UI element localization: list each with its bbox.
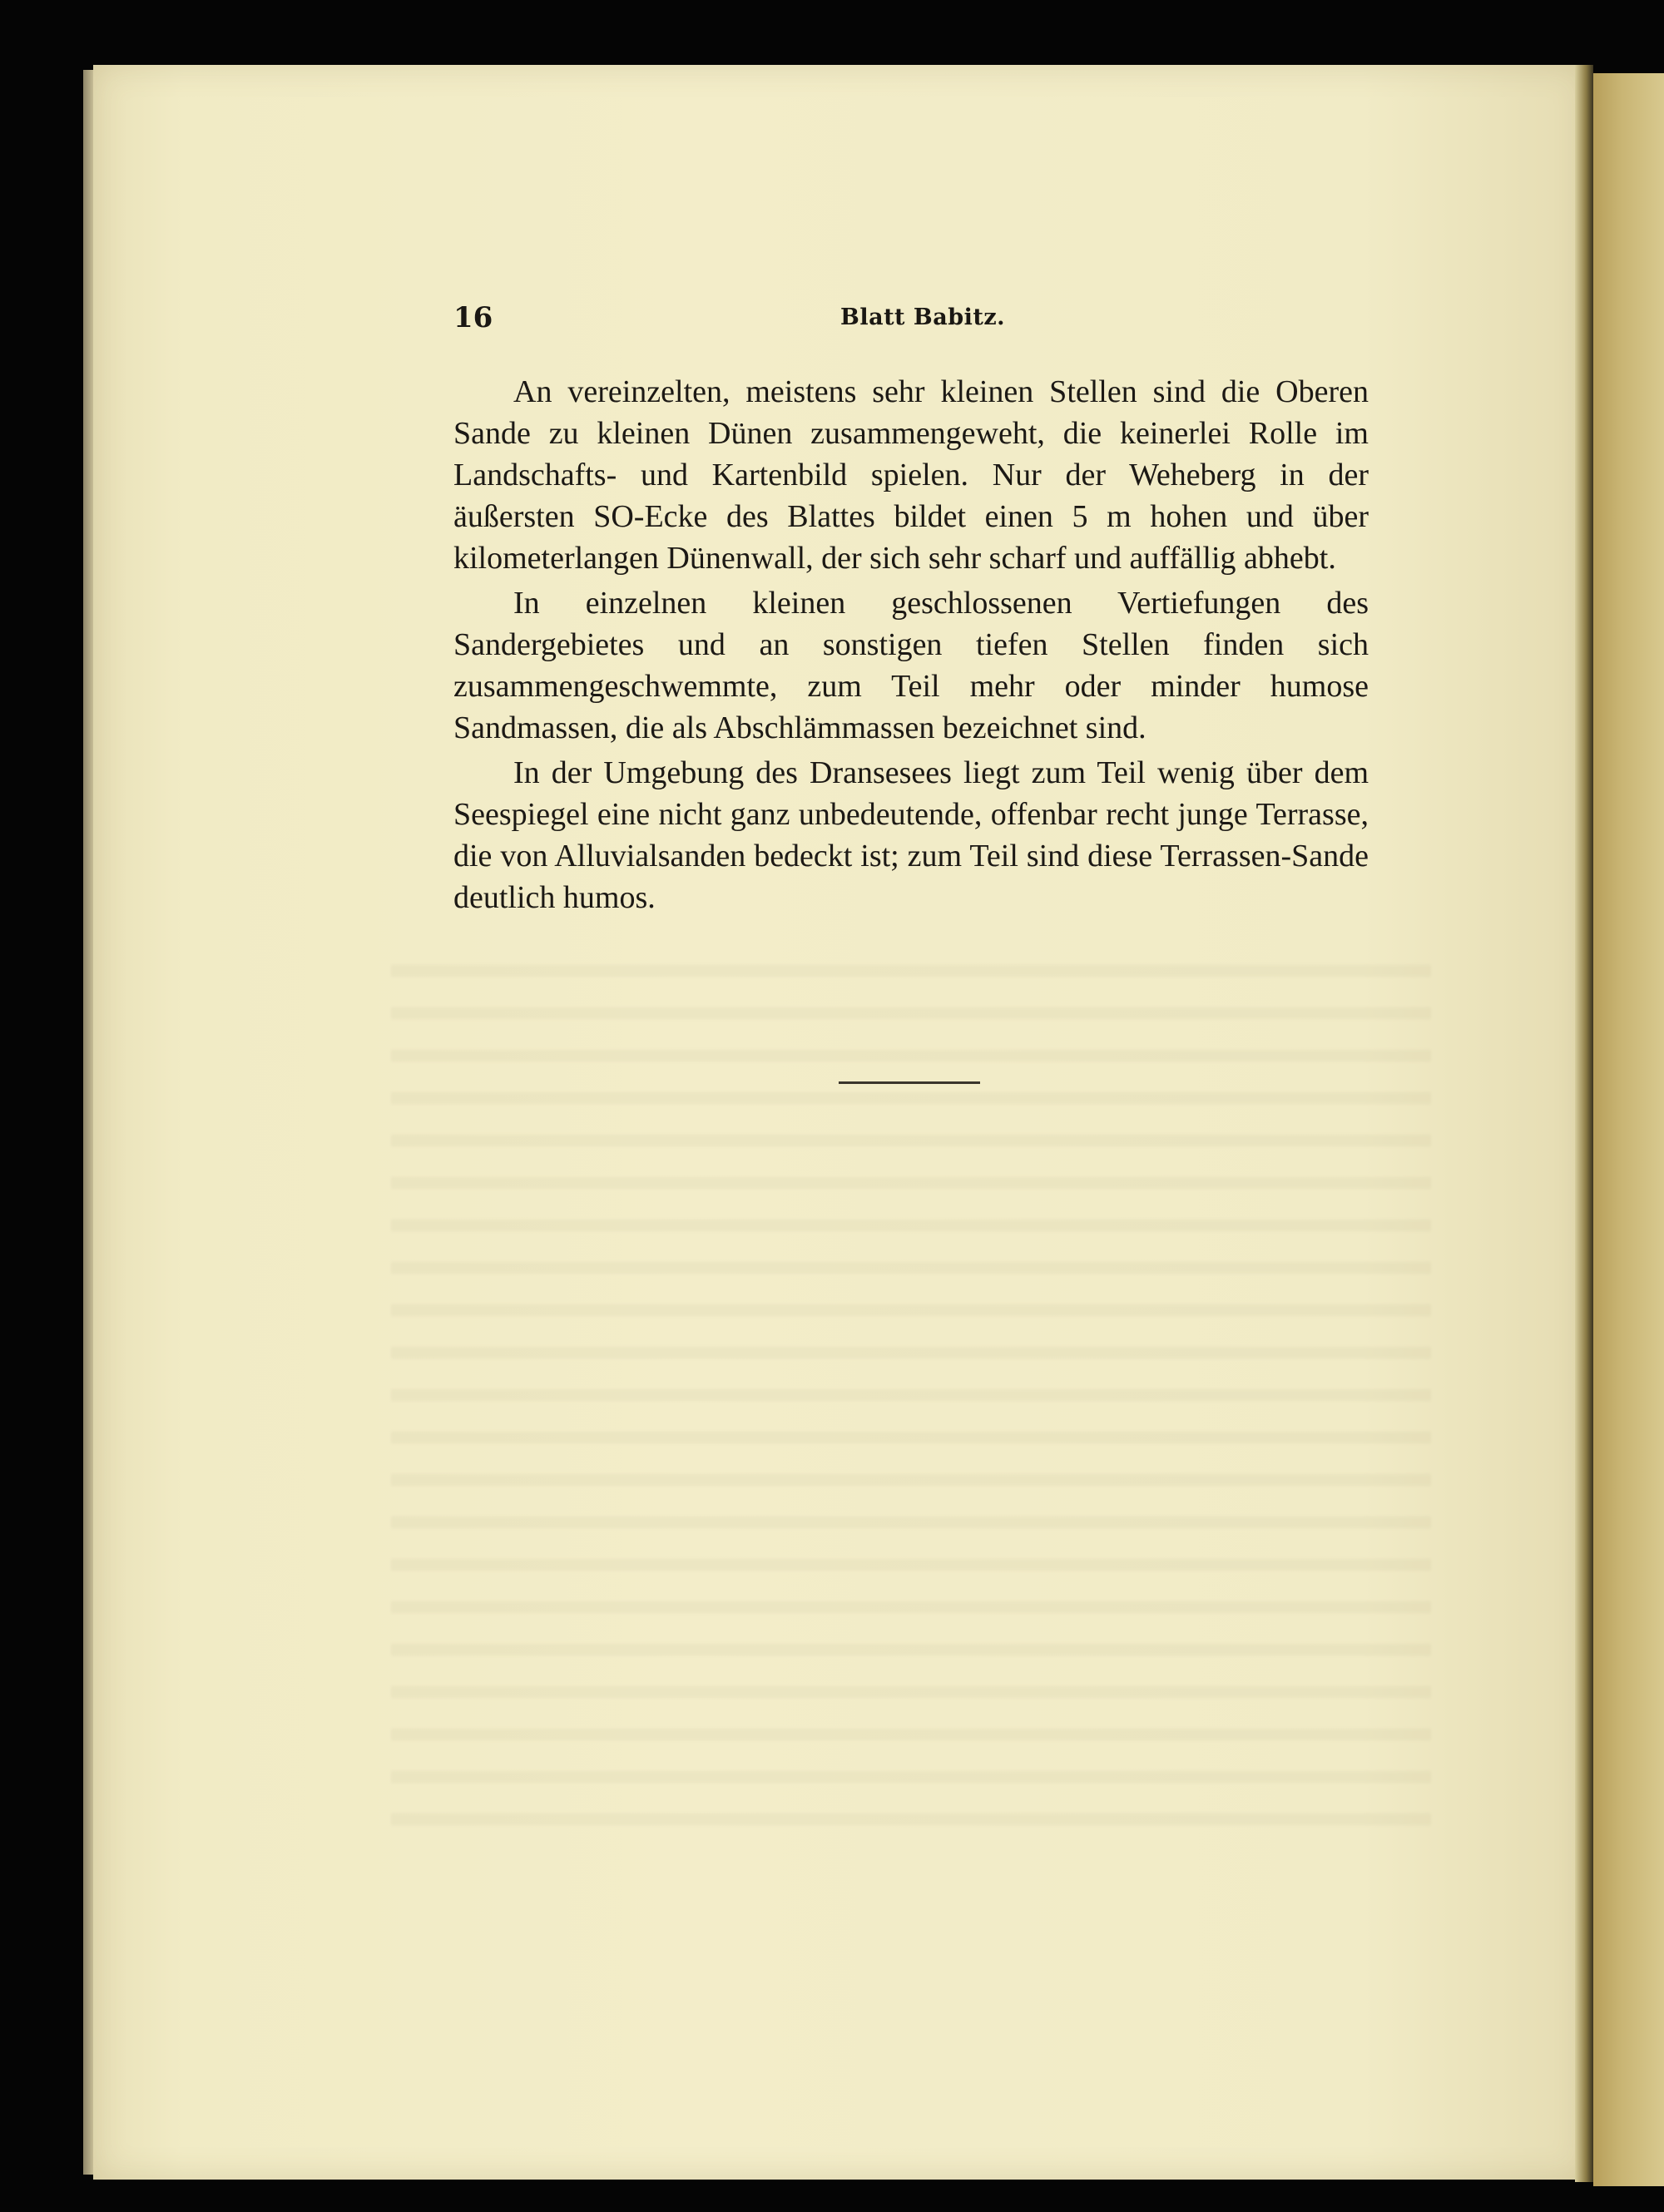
paragraph-dunes: An vereinzelten, meistens sehr kleinen Stellen sind die Oberen Sande zu kleinen Dünen zusammengeweht, die keinerlei Rolle im Landschafts- und Kartenbild spielen. Nur der Weheberg in der äußersten SO-Ecke des Blattes bildet einen 5 m hohen und über kilometerlangen Dünenwall, der sich sehr scharf und auffällig abhebt. [453,374,1369,576]
paragraph-depressions: In einzelnen kleinen geschlossenen Vertiefungen des Sandergebietes und an sonstigen tiefen Stellen finden sich zusammengeschwemmte, zum Teil mehr oder minder humose Sandmassen, die als Abschlämmassen bezeichnet sind. [453,586,1369,745]
paragraph-terrace: In der Umgebung des Dransesees liegt zum Teil wenig über dem Seespiegel eine nicht ganz unbedeutende, offenbar recht junge Terrasse, die von Alluvialsanden bedeckt ist; zum Teil sind diese Terrassen-Sande deutlich humos. [453,755,1369,915]
book-gutter [1575,65,1593,2182]
facing-page-edge [1593,73,1664,2186]
running-head: Blatt Babitz. [840,304,1006,330]
section-end-rule [839,1081,980,1084]
page-header [453,301,1369,343]
bleed-through-texture [391,940,1431,1838]
body-text [453,371,1369,922]
page-number: 16 [453,301,493,334]
